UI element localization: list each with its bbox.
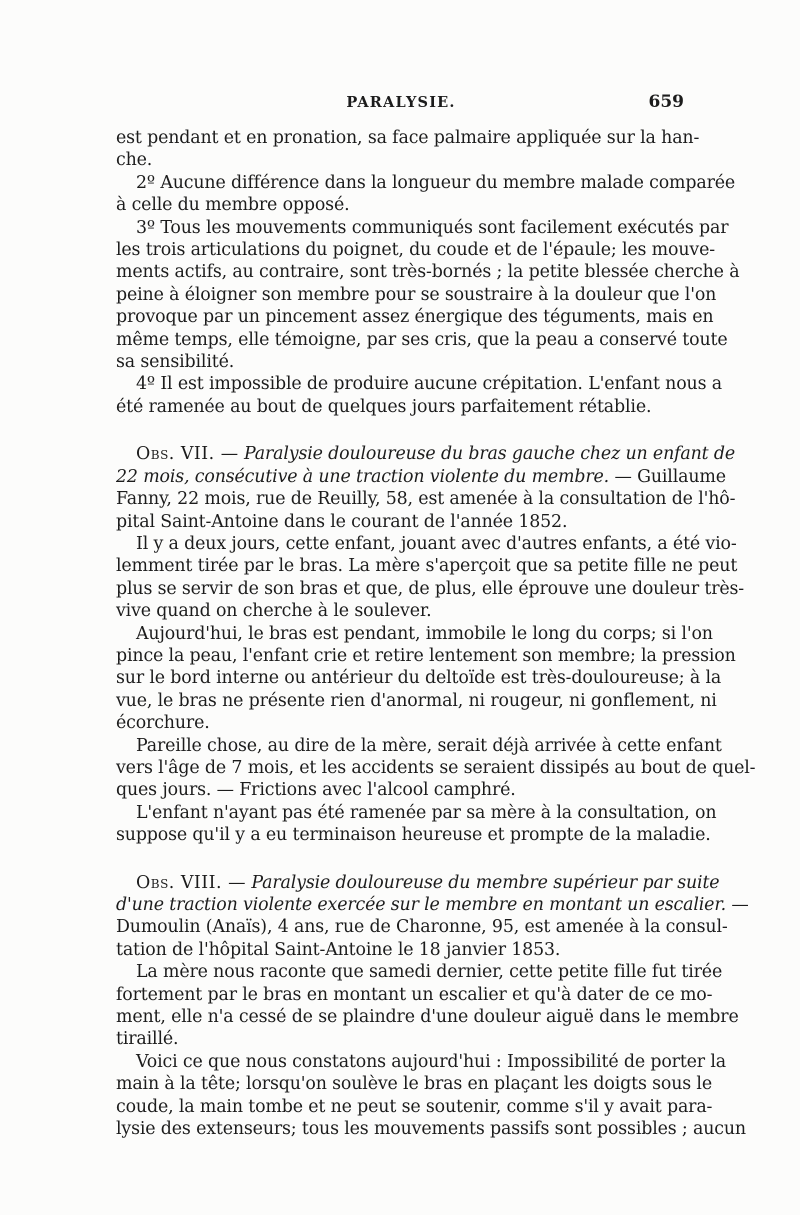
text-line: ments actifs, au contraire, sont très-bornés ; la petite blessée cherche à xyxy=(116,262,740,283)
text-line: même temps, elle témoigne, par ses cris, que la peau a conservé toute xyxy=(116,329,728,350)
text-line: sur le bord interne ou antérieur du deltoïde est très-douloureuse; à la xyxy=(116,668,722,689)
text-line: ment, elle n'a cessé de se plaindre d'une douleur aiguë dans le membre xyxy=(116,1007,739,1028)
observation-title: Paralysie douloureuse du bras gauche chez un enfant de xyxy=(244,444,736,465)
text-line: Dumoulin (Anaïs), 4 ans, rue de Charonne, 95, est amenée à la consul- xyxy=(116,917,728,938)
observation-title: d'une traction violente exercée sur le membre en montant un escalier. xyxy=(116,895,726,915)
observation-heading xyxy=(116,894,749,916)
section-gap xyxy=(116,418,686,443)
text-line: tiraillé. xyxy=(116,1029,179,1050)
observation-heading xyxy=(116,872,720,894)
text-line: ques jours. — Frictions avec l'alcool camphré. xyxy=(116,780,516,801)
text-line: lemment tirée par le bras. La mère s'aperçoit que sa petite fille ne peut xyxy=(116,556,738,577)
text-line: été ramenée au bout de quelques jours parfaitement rétablie. xyxy=(116,396,652,417)
observation-label: Obs. VIII. — xyxy=(136,872,246,893)
text-line: 4º Il est impossible de produire aucune crépitation. L'enfant nous a xyxy=(136,374,722,395)
text-line: Fanny, 22 mois, rue de Reuilly, 58, est amenée à la consultation de l'hô- xyxy=(116,489,736,510)
observation-subject: — Guillaume xyxy=(614,466,726,487)
text-line: Pareille chose, au dire de la mère, serait déjà arrivée à cette enfant xyxy=(136,735,722,756)
text-line: La mère nous raconte que samedi dernier, cette petite fille fut tirée xyxy=(136,962,723,983)
observation-title: 22 mois, consécutive à une traction violente du membre. xyxy=(116,466,610,487)
text-line: sa sensibilité. xyxy=(116,352,235,373)
text-line: suppose qu'il y a eu terminaison heureuse et prompte de la maladie. xyxy=(116,825,711,846)
text-line: Voici ce que nous constatons aujourd'hui : Impossibilité de porter la xyxy=(136,1051,726,1072)
text-line: vers l'âge de 7 mois, et les accidents se seraient dissipés au bout de quel- xyxy=(116,757,756,778)
text-line: L'enfant n'ayant pas été ramenée par sa mère à la consultation, on xyxy=(136,802,717,823)
observation-dash: — xyxy=(731,895,749,915)
observation-heading xyxy=(116,443,736,465)
text-line: main à la tête; lorsqu'on soulève le bras en plaçant les doigts sous le xyxy=(116,1074,712,1095)
text-line: tation de l'hôpital Saint-Antoine le 18 janvier 1853. xyxy=(116,939,561,960)
text-line: vue, le bras ne présente rien d'anormal, ni rougeur, ni gonflement, ni xyxy=(116,690,717,711)
page-number: 659 xyxy=(648,92,684,112)
observation-title: Paralysie douloureuse du membre supérieur par suite xyxy=(251,872,720,893)
text-line: che. xyxy=(116,150,153,171)
text-line: lysie des extenseurs; tous les mouvements passifs sont possibles ; aucun xyxy=(116,1119,746,1140)
text-line: fortement par le bras en montant un escalier et qu'à dater de ce mo- xyxy=(116,984,713,1005)
running-head xyxy=(118,94,684,116)
running-title: PARALYSIE. xyxy=(346,94,456,111)
section-gap xyxy=(116,847,686,872)
page-body xyxy=(116,127,756,1140)
text-line: les trois articulations du poignet, du coude et de l'épaule; les mouve- xyxy=(116,240,715,261)
text-line: Aujourd'hui, le bras est pendant, immobile le long du corps; si l'on xyxy=(136,623,713,644)
text-line: 3º Tous les mouvements communiqués sont facilement exécutés par xyxy=(136,217,729,238)
text-line: écorchure. xyxy=(116,713,210,734)
text-line: coude, la main tombe et ne peut se soutenir, comme s'il y avait para- xyxy=(116,1096,713,1117)
text-line: à celle du membre opposé. xyxy=(116,195,350,216)
text-line: vive quand on cherche à le soulever. xyxy=(116,601,432,622)
observation-label: Obs. VII. — xyxy=(136,444,239,465)
text-line: plus se servir de son bras et que, de plus, elle éprouve une douleur très- xyxy=(116,578,745,599)
text-line: provoque par un pincement assez énergique des téguments, mais en xyxy=(116,307,714,328)
text-line: Il y a deux jours, cette enfant, jouant avec d'autres enfants, a été vio- xyxy=(136,533,737,554)
text-line: pital Saint-Antoine dans le courant de l'année 1852. xyxy=(116,511,568,532)
text-line: est pendant et en pronation, sa face palmaire appliquée sur la han- xyxy=(116,128,700,148)
text-line: 2º Aucune différence dans la longueur du membre malade comparée xyxy=(136,172,736,193)
text-line: pince la peau, l'enfant crie et retire lentement son membre; la pression xyxy=(116,645,736,666)
observation-heading xyxy=(116,466,726,488)
text-line: peine à éloigner son membre pour se soustraire à la douleur que l'on xyxy=(116,284,717,305)
